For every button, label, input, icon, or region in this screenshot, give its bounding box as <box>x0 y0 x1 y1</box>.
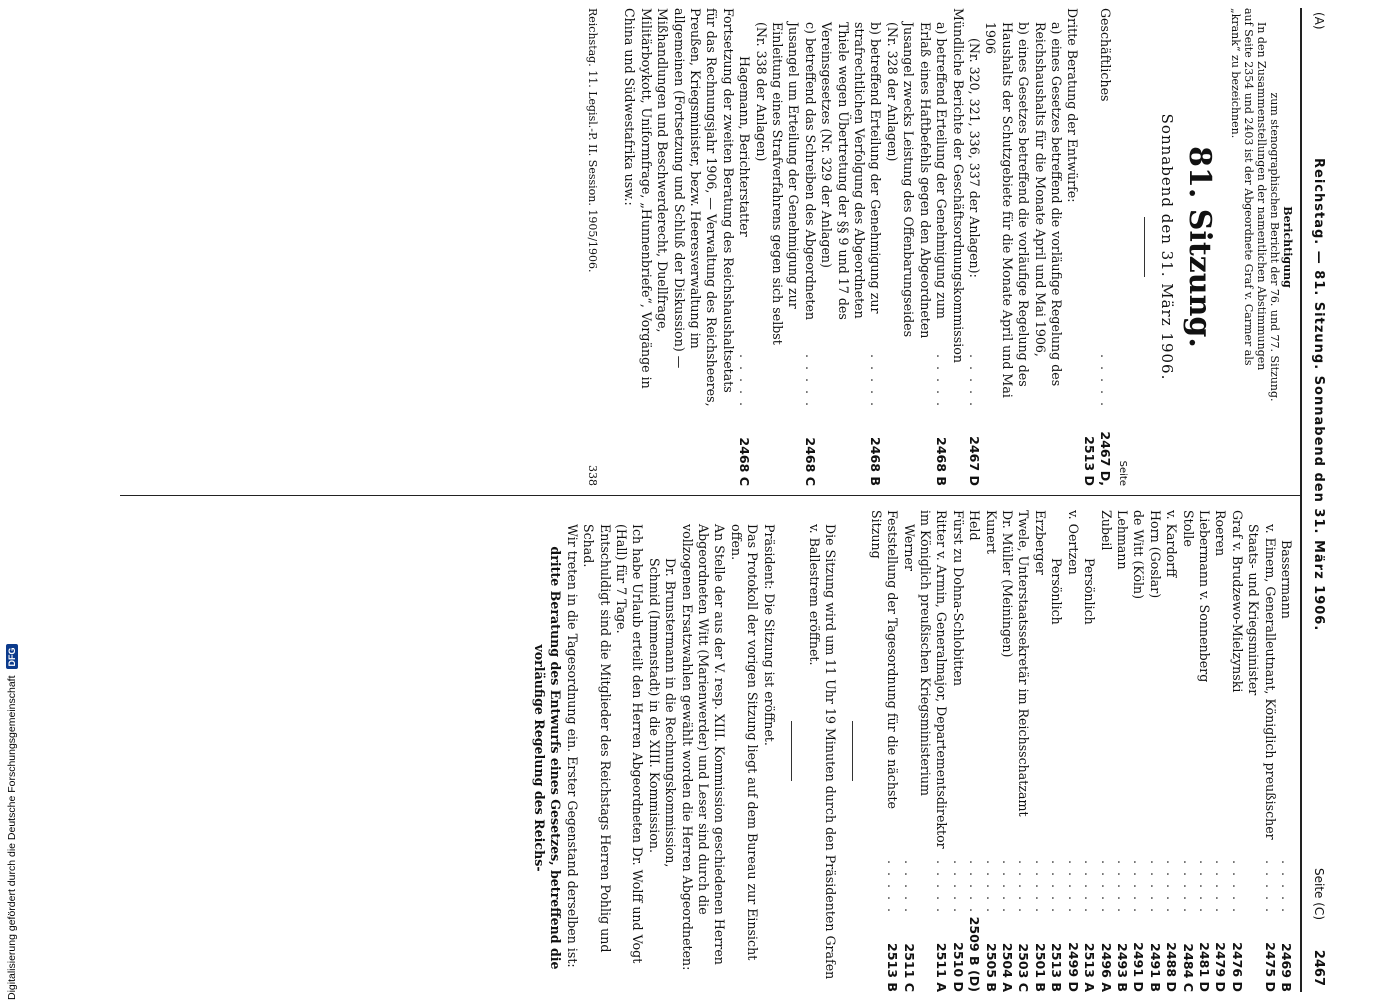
leader-dots: . . . . . <box>1147 859 1163 914</box>
toc-entry <box>1245 510 1278 992</box>
toc-entry <box>1015 510 1031 992</box>
toc-entry-text: a) eines Gesetzes betreffend die vorläufige Regelung des Reichshaushalts für die Monate April und Mai 1906, <box>1032 22 1064 387</box>
toc-entry <box>867 510 900 992</box>
toc-page-ref: 2513 B <box>885 942 901 992</box>
leader-dots: . . . . . <box>1000 859 1016 914</box>
toc-entry-text: v. Oertzen <box>1065 510 1081 575</box>
toc-entry-text: Erzberger <box>1032 510 1048 575</box>
toc-page-ref: 2479 D <box>1213 942 1229 992</box>
leader-dots: . . . . . <box>950 859 966 914</box>
opening-paragraph: Die Sitzung wird um 11 Uhr 19 Minuten durch den Präsidenten Grafen v. Ballestrem eröffnet. <box>807 524 839 980</box>
toc-entry-text: a) betreffend Erteilung der Genehmigung zum Erlaß eines Haftbefehls gegen den Abgeordneten Jusangel zwecks Leistung des Offenbarungseides (Nr. 328 der Anlagen) <box>884 22 950 339</box>
seite-label: Seite <box>1116 460 1128 486</box>
toc-entry <box>900 510 916 992</box>
toc-page-ref: 2468 B <box>868 436 884 486</box>
document-page <box>40 0 1340 1000</box>
toc-entry <box>1064 8 1080 486</box>
leader-dots: . . . . . <box>1032 859 1048 914</box>
correction-line: zum stenographischen Bericht der 76. und 77. Sitzung. <box>1268 92 1281 402</box>
toc-page-ref: 2491 D <box>1131 942 1147 992</box>
leader-dots: . . . . . <box>1196 859 1212 914</box>
toc-entry-text: Persönlich <box>1082 558 1098 625</box>
column-rule <box>120 495 1300 496</box>
toc-entry-text: Feststellung der Tagesordnung für die nächste Sitzung <box>868 510 901 809</box>
running-header <box>1304 8 1330 990</box>
right-column <box>531 510 1294 992</box>
leader-dots: . . . . . <box>1049 859 1065 914</box>
toc-entry <box>1048 510 1064 992</box>
toc-entry-text: Werner <box>901 524 917 571</box>
leader-dots: . . . . . <box>1180 859 1196 914</box>
leader-dots: . . . . . <box>983 859 999 914</box>
page-number: 2467 <box>1311 949 1326 986</box>
toc-entry-text: de Witt (Köln) <box>1131 510 1147 600</box>
toc-entry <box>621 8 736 486</box>
margin-marker-a: (A) <box>1312 12 1326 30</box>
correction-line: In den Zusammenstellungen der namentlichen Abstimmungen <box>1255 22 1268 371</box>
digitization-text: Digitalisierung gefördert durch die Deutsche Forschungsgemeinschaft <box>6 675 18 1000</box>
toc-entry <box>1212 510 1228 992</box>
toc-entry <box>917 510 950 992</box>
toc-entry-text: Horn (Goslar) <box>1147 510 1163 599</box>
section-divider <box>791 721 792 781</box>
toc-entry <box>1228 510 1244 992</box>
toc-page-ref: 2513 A <box>1082 942 1098 992</box>
toc-page-ref: 2499 D <box>1065 942 1081 992</box>
leader-dots: . . . . . <box>737 353 753 408</box>
toc-entry <box>1179 510 1195 992</box>
body-paragraph: Ich habe Urlaub erteilt den Herren Abgeordneten Dr. Wolff und Vogt (Hall) für 7 Tage. <box>613 524 646 964</box>
correction-line: „krank“ zu bezeichnen. <box>1229 8 1242 139</box>
sheet-signature: Reichstag. 11. Legisl.-P. II. Session. 1905/1906. <box>586 8 599 273</box>
leader-dots: . . . . . <box>967 859 983 914</box>
toc-entry-text: b) betreffend Erteilung der Genehmigung zur strafrechtlichen Verfolgung des Abgeordneten Thiele wegen Übertretung der §§ 9 und 17 des Vereinsgesetzes (Nr. 329 der Anlagen) <box>819 22 884 320</box>
leader-dots: . . . . . <box>934 353 950 408</box>
body-paragraph: Dr. Brunstermann in die Rechnungskommission, <box>663 558 679 868</box>
running-head: Reichstag. — 81. Sitzung. Sonnabend den 31. März 1906. <box>1311 158 1326 632</box>
leader-dots: . . . . . <box>966 353 982 408</box>
leader-dots: . . . . . <box>1114 859 1130 914</box>
toc-entry <box>736 8 752 486</box>
leader-dots: . . . . . <box>1229 859 1245 914</box>
toc-entry <box>1114 510 1130 992</box>
toc-entry <box>1080 8 1113 486</box>
toc-entry-text: Bassermann <box>1279 540 1294 619</box>
toc-entry-text: b) eines Gesetzes betreffend die vorläufige Regelung des Haushalts der Schutzgebiete für die Monate April und Mai 1906 <box>983 22 1032 398</box>
correction-title: Berichtigung <box>1281 206 1294 288</box>
header-rule <box>1300 8 1302 992</box>
toc-entry-text: c) betreffend das Schreiben des Abgeordneten Jusangel um Erteilung der Genehmigung zur Einleitung eines Strafverfahrens gegen sich selbst (Nr. 338 der Anlagen) <box>753 22 818 345</box>
toc-entry-text: Dritte Beratung der Entwürfe: <box>1065 8 1081 203</box>
toc-page-ref: 2505 B <box>983 942 999 992</box>
toc-entry-text: Ritter v. Armin, Generalmajor, Departementsdirektor im Königlich preußischen Kriegsministerium <box>918 510 950 849</box>
toc-page-ref: 2468 C <box>737 437 753 486</box>
toc-page-ref: 2467 D <box>966 436 982 486</box>
toc-page-ref: 2493 B <box>1114 942 1130 992</box>
toc-page-ref: 2468 C <box>802 437 818 486</box>
toc-page-ref: 2475 D <box>1262 942 1278 992</box>
leader-dots: . . . . . <box>868 353 884 408</box>
body-paragraph: Das Protokoll der vorigen Sitzung liegt auf dem Bureau zur Einsicht offen. <box>728 524 761 961</box>
table-of-contents <box>621 8 1113 486</box>
toc-entry-text: (Nr. 320, 321, 336, 337 der Anlagen): <box>966 38 982 278</box>
toc-entry <box>1097 510 1113 992</box>
digitization-note <box>2 604 22 1000</box>
body-paragraph: Präsident: Die Sitzung ist eröffnet. <box>761 524 777 746</box>
section-divider <box>852 721 853 781</box>
dfg-logo: DFG <box>6 644 18 669</box>
toc-page-ref: 2488 D <box>1164 942 1180 992</box>
toc-page-ref: 2481 D <box>1196 942 1212 992</box>
leader-dots: . . . . . <box>1098 353 1114 408</box>
toc-entry-text: Lehmann <box>1114 510 1130 570</box>
session-date: Sonnabend den 31. März 1906. <box>1158 113 1176 381</box>
leader-dots: . . . . . <box>1164 859 1180 914</box>
toc-entry <box>884 8 950 486</box>
toc-entry <box>1196 510 1212 992</box>
toc-page-ref: 2467 D, 2513 D <box>1081 431 1114 486</box>
toc-entry-text: Zubeil <box>1098 510 1114 551</box>
toc-page-ref: 2501 B <box>1032 942 1048 992</box>
toc-entry-text: Liebermann v. Sonnenberg <box>1196 510 1212 683</box>
session-title: 81. Sitzung. <box>1182 146 1217 348</box>
toc-entry <box>1163 510 1179 992</box>
toc-entry <box>818 8 884 486</box>
toc-page-ref: 2469 B <box>1279 942 1294 992</box>
leader-dots: . . . . . <box>1082 859 1098 914</box>
correction-line: auf Seite 2354 und 2403 ist der Abgeordnete Graf v. Carmer als <box>1242 8 1255 366</box>
toc-page-ref: 2509 B (D) <box>967 916 983 992</box>
toc-entry <box>999 510 1015 992</box>
toc-page-ref: 2511 A <box>934 942 950 992</box>
leader-dots: . . . . . <box>934 859 950 914</box>
toc-entry-text: Dr. Müller (Meiningen) <box>1000 510 1016 658</box>
body-paragraph: dritte Beratung des Entwurfs eines Gesetzes, betreffend die vorläufige Regelung des Reichs- <box>531 546 564 970</box>
toc-entry <box>1278 510 1294 992</box>
toc-entry <box>982 510 998 992</box>
toc-entry-text: Roeren <box>1213 510 1229 557</box>
toc-page-ref: 2504 A <box>1000 942 1016 992</box>
toc-entry-text: Held <box>967 510 983 541</box>
toc-entry-text: Fortsetzung der zweiten Beratung des Reichshaushaltsetats für das Rechnungsjahr 1906, — Verwaltung des Reichsheeres, Preußen, Kriegsminister, bezw. Heeresverwaltung im allgemeinen (Fortsetzung und Schluß der Diskussion) — Mißhandlungen und Beschwerderecht, Duellfrage, Militärboykott, Uniformfrage, „Hunnenbriefe“, Vorgänge in China und Südwestafrika usw.: <box>622 8 736 407</box>
toc-entry <box>966 8 982 486</box>
leader-dots: . . . . . <box>885 859 901 914</box>
toc-entry-text: Hagemann, Berichterstatter <box>737 56 753 237</box>
toc-entry <box>1032 510 1048 992</box>
toc-entry <box>982 8 1031 486</box>
toc-page-ref: 2513 B <box>1049 942 1065 992</box>
toc-entry <box>1081 510 1097 992</box>
toc-entry-text: v. Kardorff <box>1164 510 1180 578</box>
page-footer <box>586 8 599 486</box>
leader-dots: . . . . . <box>1065 859 1081 914</box>
sheet-number: 338 <box>586 465 599 486</box>
toc-entry-text: Mündliche Berichte der Geschäftsordnungskommission <box>950 8 966 363</box>
toc-page-ref: 2496 A <box>1098 942 1114 992</box>
toc-entry <box>1130 510 1146 992</box>
toc-entry <box>966 510 982 992</box>
toc-entry <box>1031 8 1064 486</box>
toc-entry-text: v. Einem, Generalleutnant, Königlich preußischer Staats- und Kriegsminister <box>1246 524 1278 840</box>
leader-dots: . . . . . <box>1262 859 1278 914</box>
speaker-list <box>867 510 1294 992</box>
toc-page-ref: 2491 B <box>1147 942 1163 992</box>
toc-entry <box>1146 510 1162 992</box>
body-paragraph: An Stelle der aus der V. resp. XIII. Kommission geschiedenen Herren Abgeordneten Witt (Marienwerder) und Leser sind durch die vollzogenen Ersatzwahlen gewählt worden die Herren Abgeordneten: <box>679 524 728 971</box>
toc-page-ref: 2476 D <box>1229 942 1245 992</box>
toc-entry-text: Twele, Unterstaatssekretär im Reichsschatzamt <box>1016 510 1032 817</box>
toc-entry-text: Stolle <box>1180 510 1196 547</box>
toc-page-ref: 2510 D <box>950 942 966 992</box>
left-column <box>586 8 1294 486</box>
leader-dots: . . . . . <box>901 859 917 914</box>
toc-entry-text: Fürst zu Dohna-Schlobitten <box>950 510 966 686</box>
toc-page-ref: 2511 C <box>901 943 917 992</box>
leader-dots: . . . . . <box>1131 859 1147 914</box>
leader-dots: . . . . . <box>802 353 818 408</box>
body-paragraph: Wir treten in die Tagesordnung ein. Erster Gegenstand derselben ist: <box>564 524 580 968</box>
toc-entry-text: Graf v. Brudzewo-Mielzynski <box>1229 510 1245 693</box>
proceedings-text <box>531 510 777 992</box>
leader-dots: . . . . . <box>1279 859 1294 914</box>
body-paragraph: Schmid (Immenstadt) in die XIII. Kommission. <box>646 558 662 854</box>
title-divider <box>1144 217 1145 277</box>
toc-entry <box>1064 510 1080 992</box>
leader-dots: . . . . . <box>1213 859 1229 914</box>
toc-entry <box>949 510 965 992</box>
leader-dots: . . . . . <box>1098 859 1114 914</box>
toc-entry-text: Kunert <box>983 510 999 554</box>
toc-page-ref: 2484 C <box>1180 943 1196 992</box>
toc-entry-text: Geschäftliches <box>1098 8 1114 102</box>
toc-entry-text: Persönlich <box>1049 558 1065 625</box>
leader-dots: . . . . . <box>1016 859 1032 914</box>
correction-text <box>1229 8 1281 486</box>
toc-page-ref: 2503 C <box>1016 943 1032 992</box>
body-paragraph: Entschuldigt sind die Mitglieder des Reichstags Herren Pohlig und Schad. <box>581 524 613 953</box>
toc-page-ref: 2468 B <box>934 436 950 486</box>
margin-marker-c: Seite (C) <box>1312 868 1326 920</box>
toc-entry <box>949 8 965 486</box>
toc-entry <box>752 8 818 486</box>
